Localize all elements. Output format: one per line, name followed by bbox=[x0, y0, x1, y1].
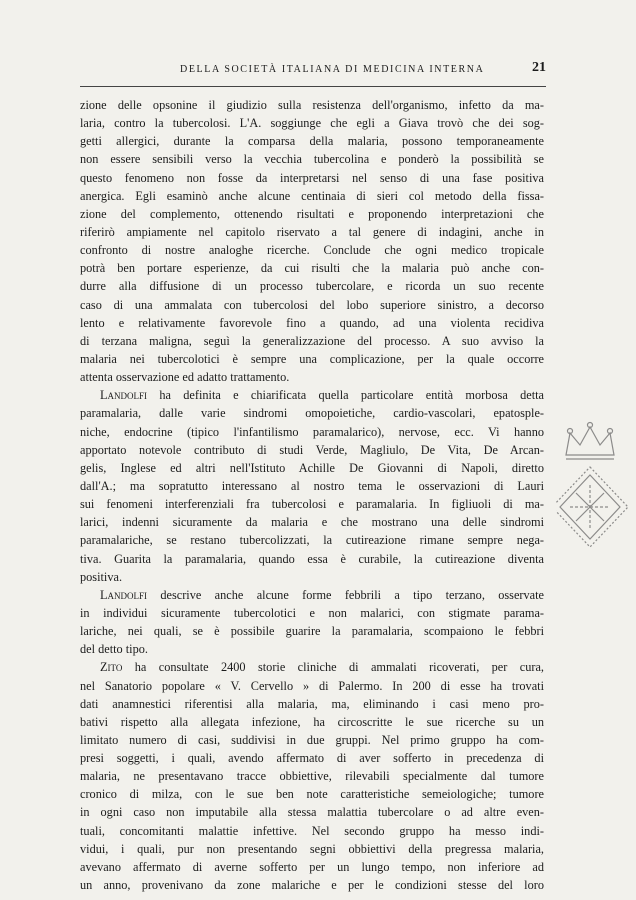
page-number: 21 bbox=[532, 60, 546, 75]
text-line: anergica. Egli esaminò anche alcune centinaia di sieri col metodo della fissa- bbox=[80, 188, 544, 203]
text-line: bativi rispetto alla allegata infezione, ha circoscritte le sue ricerche su un bbox=[80, 714, 544, 729]
text-line: malaria, ne presentavano tracce obbiettive, rilevabili specialmente dal tumore bbox=[80, 769, 544, 784]
text-line: presi soggetti, i quali, avendo affermato di aver sofferto in precedenza di bbox=[80, 751, 544, 766]
text-run: descrive anche alcune forme febbrili a tipo terzano, osservate bbox=[147, 587, 544, 602]
text-line: caso di una ammalata con tubercolosi del lobo superiore sinistro, a decorso bbox=[80, 297, 544, 312]
text-line: zione del complemento, ottenendo risultati e proponendo interpretazioni che bbox=[80, 206, 544, 221]
text-line: larici, indenni sicuramente da malaria e che mostrano una delle sindromi bbox=[80, 515, 544, 530]
library-stamp-crown-icon bbox=[556, 415, 636, 575]
text-line: tuali, concomitanti malattie infettive. Nel secondo gruppo ha messo indi- bbox=[80, 823, 544, 838]
text-line: lento e relativamente favorevole fino a quando, ad una violenta recidiva bbox=[80, 315, 544, 330]
text-line bbox=[80, 386, 544, 404]
author-name: Landolfi bbox=[100, 388, 148, 403]
text-line: nel Sanatorio popolare « V. Cervello » di Palermo. In 200 di esse ha trovati bbox=[80, 678, 544, 693]
text-line: limitato numero di casi, suddivisi in due gruppi. Nel primo gruppo ha com- bbox=[80, 732, 544, 747]
text-line: dati anamnestici riferentisi alla malaria, ma, eliminando i casi meno pro- bbox=[80, 696, 544, 711]
text-run: ha consultate 2400 storie cliniche di ammalati ricoverati, per cura, bbox=[122, 660, 544, 675]
text-line bbox=[80, 586, 544, 604]
text-line: paramalaria, dalle varie sindromi omopoietiche, cardio-vascolari, epatosple- bbox=[80, 406, 544, 421]
author-name: Zito bbox=[100, 660, 123, 675]
paragraph-3 bbox=[80, 586, 544, 659]
text-line: zione delle opsonine il giudizio sulla resistenza dell'organismo, infetto da ma- bbox=[80, 98, 544, 112]
text-line: di terzana maligna, seguì la generalizzazione del processo. A suo avviso la bbox=[80, 333, 544, 348]
text-line: apportato notevole contributo di studi Verde, Magliulo, De Vita, De Arcan- bbox=[80, 442, 544, 457]
text-line: dall'A.; ma sopratutto interessano al nostro tema le osservazioni di Lauri bbox=[80, 478, 544, 493]
text-line: avevano affermato di averne sofferto per un lungo tempo, non inferiore ad bbox=[80, 859, 544, 874]
text-line: niche, endocrine (tipico l'infantilismo paramalarico), nervose, ecc. Vi hanno bbox=[80, 424, 544, 439]
text-line: confronto di nostre analoghe ricerche. Conclude che ogni medico tropicale bbox=[80, 243, 544, 258]
text-line: attenta osservazione ed adatto trattamento. bbox=[80, 370, 290, 385]
text-run: ha definita e chiarificata quella particolare entità morbosa detta bbox=[147, 388, 544, 403]
text-line: cronico di milza, con le sue ben note caratteristiche semeiologiche; tumore bbox=[80, 787, 544, 802]
text-line: laria, contro la tubercolosi. L'A. soggiunge che egli a Giava trovò che dei sog- bbox=[80, 116, 544, 131]
text-line bbox=[80, 658, 544, 676]
text-line: non essere sensibili verso la vecchia tubercolina e ponderò la possibilità se bbox=[80, 152, 544, 167]
text-line: potrà ben portare esperienze, da cui risulti che la malaria può anche con- bbox=[80, 261, 544, 276]
text-line: durre alla diffusione di un processo tubercolare, e ricorda un suo recente bbox=[80, 279, 544, 294]
text-line: malaria nei tubercolotici è sempre una complicazione, per la quale occorre bbox=[80, 351, 544, 366]
text-line: in ogni caso non imputabile alla stessa malattia tubercolare o ad altre even- bbox=[80, 805, 544, 820]
text-line: in individui sicuramente tubercolotici e non malarici, con stigmate parama- bbox=[80, 605, 544, 620]
text-line: gelis, Inglese ed altri nell'Istituto Achille De Giovanni di Napoli, diretto bbox=[80, 460, 544, 475]
text-line: sui fenomeni interferenziali fra tubercolosi e paramalaria. In figliuoli di ma- bbox=[80, 497, 544, 512]
text-line: questo fenomeno non fosse da interpretarsi nel senso di una fase positiva bbox=[80, 170, 544, 185]
text-line: un anno, provenivano da zone malariche e per le condizioni stesse del loro bbox=[80, 878, 544, 893]
paragraph-4 bbox=[80, 658, 544, 894]
paragraph-1 bbox=[80, 96, 544, 386]
header-rule bbox=[80, 86, 546, 87]
text-line: paramalariche, se restano tubercolizzati, la cutireazione rimane sempre nega- bbox=[80, 533, 544, 548]
author-name: Landolfi bbox=[100, 587, 148, 602]
paragraph-2 bbox=[80, 386, 544, 586]
text-line: lariche, nei quali, se è possibile guarire la paramalaria, scompaiono le febbri bbox=[80, 624, 544, 639]
text-line: getti allergici, durante la comparsa della malaria, possono temporaneamente bbox=[80, 134, 544, 149]
header-title: DELLA SOCIETÀ ITALIANA DI MEDICINA INTERNA bbox=[180, 64, 485, 75]
body-text bbox=[80, 96, 544, 894]
running-header bbox=[80, 60, 546, 82]
text-line: del detto tipo. bbox=[80, 642, 148, 657]
text-line: vidui, i quali, pur non presentando segni obbiettivi della pregressa malaria, bbox=[80, 841, 544, 856]
text-line: tiva. Guarita la paramalaria, quando essa è curabile, la cutireazione diventa bbox=[80, 551, 544, 566]
text-line: positiva. bbox=[80, 569, 123, 584]
text-line: riferirò ampiamente nel capitolo riservato a tal genere di indagini, anche in bbox=[80, 224, 544, 239]
